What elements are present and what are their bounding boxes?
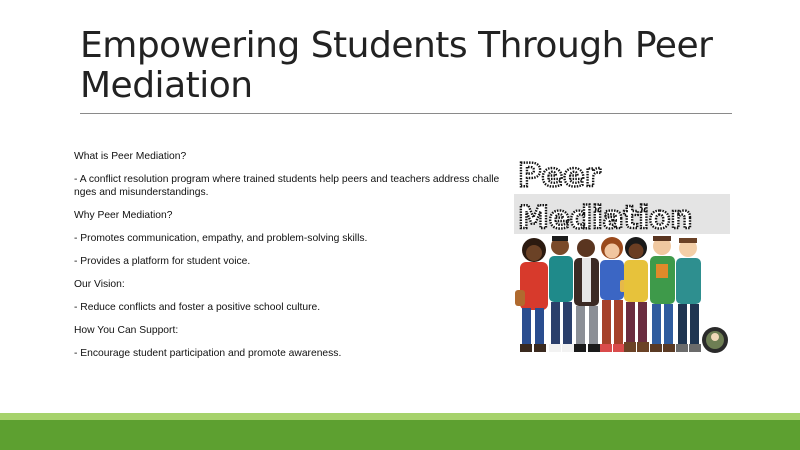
bullet-support: - Encourage student participation and promote awareness. (74, 348, 342, 359)
title-divider (80, 113, 732, 114)
student-figure (624, 237, 649, 352)
heading-why: Why Peer Mediation? (74, 210, 173, 221)
bullet-skills: - Promotes communication, empathy, and problem-solving skills. (74, 233, 368, 244)
banner-line1: Peer (518, 156, 601, 194)
heading-support: How You Can Support: (74, 325, 179, 336)
slide-title: Empowering Students Through Peer Mediation (80, 25, 713, 106)
student-figure (574, 239, 600, 352)
student-figure (549, 236, 574, 352)
student-figure (515, 238, 548, 352)
footer-band (0, 420, 800, 450)
footer-accent-band (0, 413, 800, 420)
banner-line2: Mediation (518, 200, 693, 236)
students-group (515, 236, 728, 353)
heading-vision: Our Vision: (74, 279, 125, 290)
heading-what-is: What is Peer Mediation? (74, 151, 187, 162)
student-figure (676, 238, 701, 352)
bullet-voice: - Provides a platform for student voice. (74, 256, 251, 267)
student-figure (650, 236, 675, 352)
author-badge-icon (702, 327, 728, 353)
peer-mediation-illustration (512, 152, 732, 362)
slide-body (74, 150, 500, 370)
bullet-vision: - Reduce conflicts and foster a positive school culture. (74, 302, 321, 313)
bullet-definition: - A conflict resolution program where trained students help peers and teachers address challenges and misunderstandings. (74, 174, 500, 198)
